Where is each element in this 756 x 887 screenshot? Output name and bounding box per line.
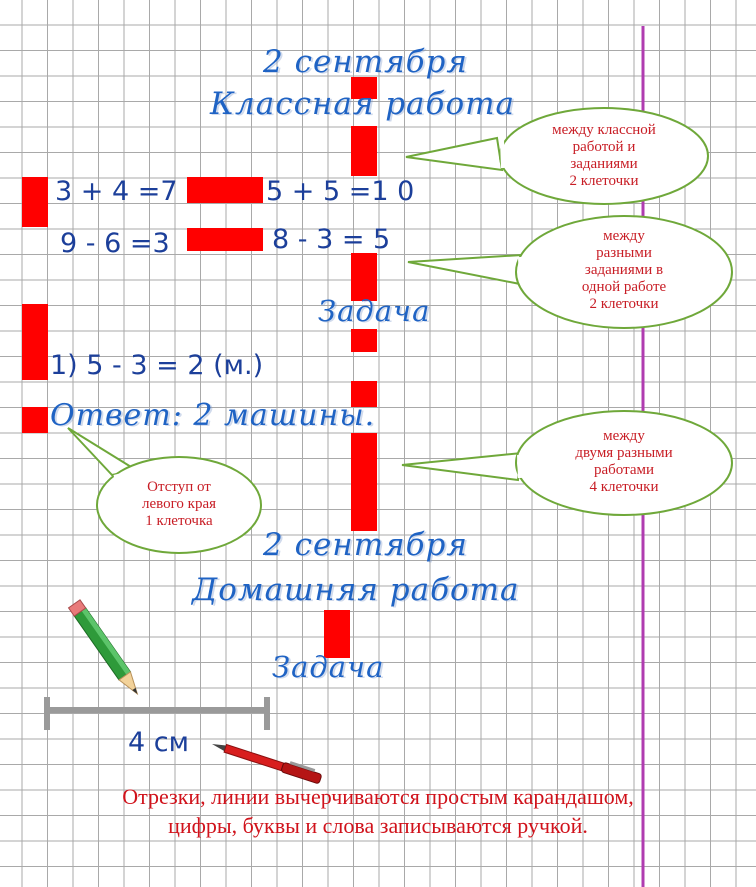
- marker-works-gap: [351, 433, 377, 531]
- callout-line: 4 клеточки: [589, 479, 659, 495]
- callout-line: работами: [593, 462, 654, 478]
- exercise-row1-left: 3 + 4 =7: [55, 176, 178, 207]
- callout-works-gap: [528, 428, 720, 496]
- marker-classwork-gap: [351, 126, 377, 176]
- callout-line: заданиями: [570, 156, 638, 172]
- task-label: Задача: [318, 294, 431, 328]
- callout-line: разными: [596, 245, 652, 261]
- measure-segment: [47, 697, 267, 730]
- callout-line: между классной: [552, 122, 656, 138]
- homework-task-label: Задача: [272, 650, 385, 684]
- callout-line: между: [603, 228, 645, 244]
- classwork-title: Классная работа: [210, 86, 516, 122]
- exercise-row2-left: 9 - 6 =3: [60, 228, 170, 259]
- marker-row2-between: [187, 228, 263, 251]
- callout-classwork-gap: [508, 122, 700, 190]
- callout-line: заданиями в: [584, 262, 664, 278]
- task-solution: 1) 5 - 3 = 2 (м.): [50, 350, 264, 381]
- callout-tasks-gap: [528, 228, 720, 313]
- callout-left-indent: [103, 479, 255, 530]
- callout-line: левого края: [142, 496, 216, 512]
- callout-line: одной работе: [581, 279, 667, 295]
- callout-line: Отступ от: [147, 479, 211, 495]
- marker-task-gap-a: [351, 329, 377, 352]
- homework-date: 2 сентября: [263, 527, 468, 563]
- task-answer: Ответ: 2 машины.: [50, 398, 376, 433]
- marker-answer-indent: [22, 407, 48, 433]
- bottom-note-line2: цифры, буквы и слова записываются ручкой.: [168, 813, 588, 838]
- callout-line: между: [603, 428, 645, 444]
- callout-line: работой и: [572, 139, 636, 155]
- bottom-note-line1: Отрезки, линии вычерчиваются простым карандашом,: [122, 784, 634, 809]
- measure-label: 4 см: [128, 727, 189, 758]
- callout-line: двумя разными: [575, 445, 673, 461]
- callout-line: 2 клеточки: [589, 296, 659, 312]
- marker-solution-indent: [22, 304, 48, 380]
- callout-line: 1 клеточка: [145, 513, 213, 529]
- classwork-date: 2 сентября: [263, 44, 468, 80]
- callout-line: 2 клеточки: [569, 173, 639, 189]
- homework-title: Домашняя работа: [192, 572, 520, 608]
- green-pencil-icon: [69, 600, 144, 698]
- exercise-row1-right: 5 + 5 =1 0: [266, 176, 415, 207]
- bottom-note: [0, 782, 756, 840]
- marker-row1-indent: [22, 177, 48, 227]
- marker-row1-between: [187, 177, 263, 203]
- exercise-row2-right: 8 - 3 = 5: [272, 224, 391, 255]
- red-pen-icon: [210, 736, 322, 784]
